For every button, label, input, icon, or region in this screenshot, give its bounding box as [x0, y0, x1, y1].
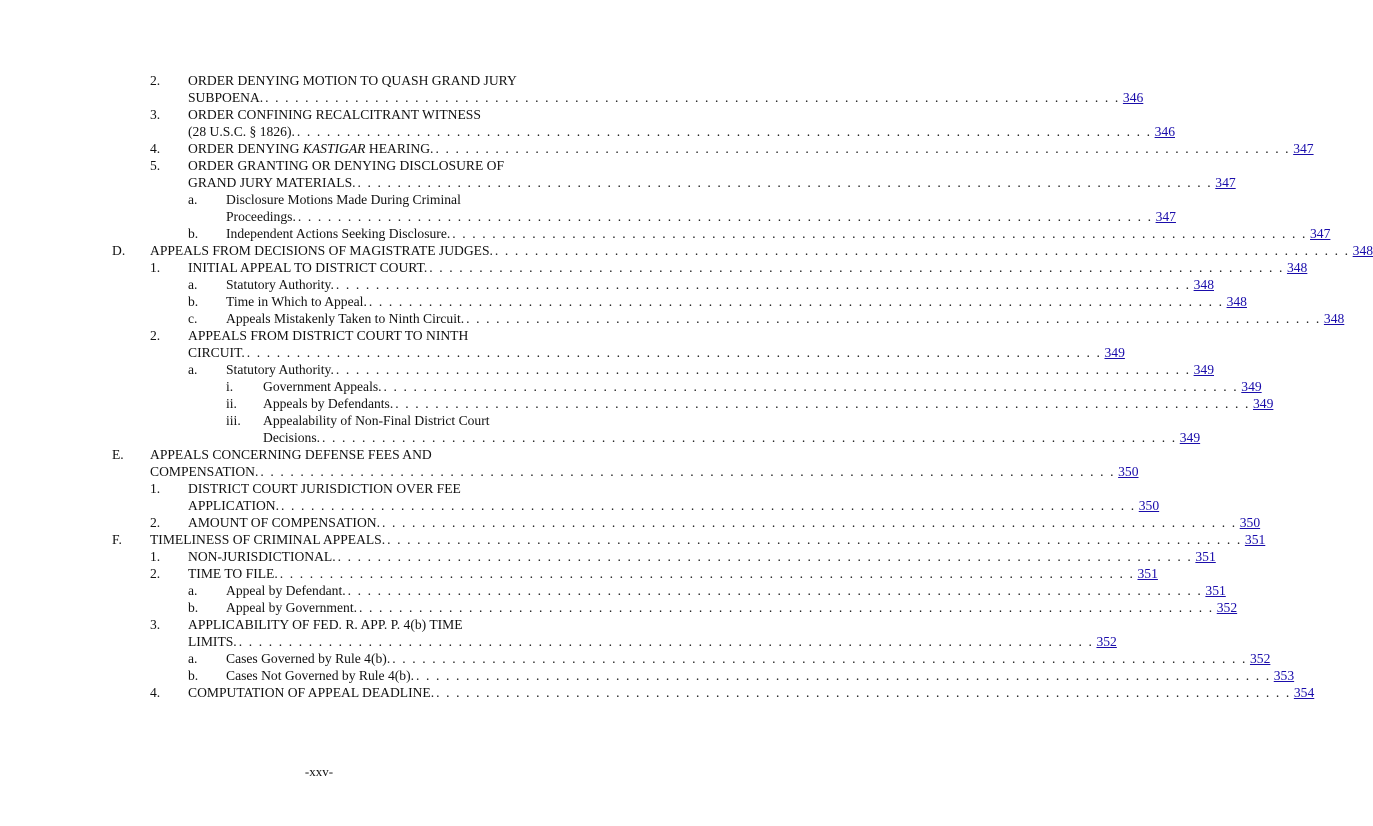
toc-entry-title: Decisions.	[263, 430, 321, 445]
toc-entry-number: 3.	[150, 107, 161, 122]
dot-leader: . . . . . . . . . . . . . . . . . . . . . . . . . . . . . . . . . . . . . . . . . . . . . . . . . . . . . . . . . . . . . . . . . . . . . . . . . . . . . . . . . . . . . .	[429, 260, 1284, 275]
dot-leader: . . . . . . . . . . . . . . . . . . . . . . . . . . . . . . . . . . . . . . . . . . . . . . . . . . . . . . . . . . . . . . . . . . . . . . . . . . . . . . . . . . . . . .	[452, 226, 1307, 241]
dot-leader: . . . . . . . . . . . . . . . . . . . . . . . . . . . . . . . . . . . . . . . . . . . . . . . . . . . . . . . . . . . . . . . . . . . . . . . . . . . . . . . . . . . . . .	[335, 277, 1191, 292]
toc-entry-number: 1.	[150, 481, 161, 496]
toc-entry	[0, 191, 1176, 225]
toc-entry-title: SUBPOENA.	[188, 90, 264, 105]
dot-leader: . . . . . . . . . . . . . . . . . . . . . . . . . . . . . . . . . . . . . . . . . . . . . . . . . . . . . . . . . . . . . . . . . . . . . . . . . . . . . . . . . . . . . .	[279, 566, 1135, 581]
toc-entry-number: D.	[112, 243, 126, 258]
page-number-link[interactable]: 351	[1195, 549, 1216, 564]
toc-entry	[0, 157, 1236, 191]
toc-entry-title: Independent Actions Seeking Disclosure.	[226, 226, 451, 241]
toc-entry	[0, 582, 1226, 599]
page-number-link[interactable]: 348	[1323, 311, 1345, 326]
toc-entry	[0, 378, 1262, 395]
page-number-link[interactable]: 346	[1154, 124, 1175, 139]
dot-leader: . . . . . . . . . . . . . . . . . . . . . . . . . . . . . . . . . . . . . . . . . . . . . . . . . . . . . . . . . . . . . . . . . . . . . . . . . . . . . . . . . . . . . .	[265, 90, 1120, 105]
toc-entry-number: a.	[188, 583, 198, 598]
page-number-link[interactable]: 350	[1239, 515, 1261, 530]
toc-entry	[0, 412, 1201, 446]
dot-leader: . . . . . . . . . . . . . . . . . . . . . . . . . . . . . . . . . . . . . . . . . . . . . . . . . . . . . . . . . . . . . . . . . . . . . . . . . . . . . . . . . . . . . .	[238, 634, 1094, 649]
dot-leader: . . . . . . . . . . . . . . . . . . . . . . . . . . . . . . . . . . . . . . . . . . . . . . . . . . . . . . . . . . . . . . . . . . . . . . . . . . . . . . . . . . . . . .	[337, 549, 1193, 564]
page-number-link[interactable]: 349	[1179, 430, 1201, 445]
toc-entry	[0, 293, 1247, 310]
toc-entry-number: b.	[188, 668, 199, 683]
toc-entry	[0, 259, 1308, 276]
toc-entry-title: Appeal by Government.	[226, 600, 357, 615]
toc-entry	[0, 327, 1125, 361]
toc-entry-title: Cases Not Governed by Rule 4(b).	[226, 668, 415, 683]
toc-entry	[0, 650, 1271, 667]
page-number-link[interactable]: 351	[1244, 532, 1266, 547]
toc-entry	[0, 140, 1314, 157]
toc-entry-number: E.	[112, 447, 124, 462]
toc-entry	[0, 565, 1158, 582]
toc-entry-title: Appeals by Defendants.	[263, 396, 394, 411]
toc-entry-title: Statutory Authority.	[226, 277, 334, 292]
toc-entry-title: APPLICABILITY OF FED. R. APP. P. 4(b) TIME	[188, 617, 463, 632]
page-number-link[interactable]: 346	[1122, 90, 1144, 105]
toc-entry	[0, 684, 1315, 701]
toc-entry	[0, 531, 1266, 548]
dot-leader: . . . . . . . . . . . . . . . . . . . . . . . . . . . . . . . . . . . . . . . . . . . . . . . . . . . . . . . . . . . . . . . . . . . . . . . . . . . . . . . . . . . . . .	[466, 311, 1321, 326]
toc-entry-title: TIME TO FILE.	[188, 566, 278, 581]
toc-entry-title: NON-JURISDICTIONAL.	[188, 549, 336, 564]
toc-entry	[0, 395, 1274, 412]
page-number-link[interactable]: 348	[1193, 277, 1214, 292]
page-number-link[interactable]: 353	[1273, 668, 1295, 683]
page-number-link[interactable]: 352	[1216, 600, 1238, 615]
toc-entry-number: 4.	[150, 141, 161, 156]
toc-entry-number: 4.	[150, 685, 161, 700]
toc-entry-title: APPEALS CONCERNING DEFENSE FEES AND	[150, 447, 432, 462]
dot-leader: . . . . . . . . . . . . . . . . . . . . . . . . . . . . . . . . . . . . . . . . . . . . . . . . . . . . . . . . . . . . . . . . . . . . . . . . . . . . . . . . . . . . . .	[347, 583, 1203, 598]
toc-entry-title: Government Appeals.	[263, 379, 382, 394]
dot-leader: . . . . . . . . . . . . . . . . . . . . . . . . . . . . . . . . . . . . . . . . . . . . . . . . . . . . . . . . . . . . . . . . . . . . . . . . . . . . . . . . . . . . . .	[297, 209, 1153, 224]
toc-entry-number: 2.	[150, 566, 161, 581]
toc-entry	[0, 72, 1144, 106]
dot-leader: . . . . . . . . . . . . . . . . . . . . . . . . . . . . . . . . . . . . . . . . . . . . . . . . . . . . . . . . . . . . . . . . . . . . . . . . . . . . . . . . . . . . . .	[381, 515, 1237, 530]
toc-entry	[0, 514, 1261, 531]
toc-entry-number: 1.	[150, 549, 161, 564]
dot-leader: . . . . . . . . . . . . . . . . . . . . . . . . . . . . . . . . . . . . . . . . . . . . . . . . . . . . . . . . . . . . . . . . . . . . . . . . . . . . . . . . . . . . . .	[281, 498, 1136, 513]
toc-entry	[0, 310, 1345, 327]
toc-entry	[0, 106, 1175, 140]
toc-entry-number: 2.	[150, 73, 161, 88]
page-number-link[interactable]: 347	[1155, 209, 1176, 224]
toc-entry-number: 5.	[150, 158, 161, 173]
toc-entry-title: Cases Governed by Rule 4(b).	[226, 651, 391, 666]
page-number-link[interactable]: 347	[1293, 141, 1314, 156]
toc-entry-title: ORDER DENYING MOTION TO QUASH GRAND JURY	[188, 73, 517, 88]
page-number-link[interactable]: 352	[1249, 651, 1271, 666]
dot-leader: . . . . . . . . . . . . . . . . . . . . . . . . . . . . . . . . . . . . . . . . . . . . . . . . . . . . . . . . . . . . . . . . . . . . . . . . . . . . . . . . . . . . . .	[296, 124, 1152, 139]
toc-entry-title: APPEALS FROM DECISIONS OF MAGISTRATE JUDGES.	[150, 243, 493, 258]
toc-entry-title: AMOUNT OF COMPENSATION.	[188, 515, 380, 530]
toc-entry-title: ORDER GRANTING OR DENYING DISCLOSURE OF	[188, 158, 505, 173]
dot-leader: . . . . . . . . . . . . . . . . . . . . . . . . . . . . . . . . . . . . . . . . . . . . . . . . . . . . . . . . . . . . . . . . . . . . . . . . . . . . . . . . . . . . . .	[435, 141, 1291, 156]
dot-leader: . . . . . . . . . . . . . . . . . . . . . . . . . . . . . . . . . . . . . . . . . . . . . . . . . . . . . . . . . . . . . . . . . . . . . . . . . . . . . . . . . . . . . .	[322, 430, 1177, 445]
toc-entry	[0, 599, 1238, 616]
toc-entry-title: Time in Which to Appeal.	[226, 294, 367, 309]
toc-entry-title: Appealability of Non-Final District Court	[263, 413, 490, 428]
toc-entry-number: a.	[188, 277, 198, 292]
page-number-link[interactable]: 348	[1226, 294, 1247, 309]
toc-entry-title: INITIAL APPEAL TO DISTRICT COURT.	[188, 260, 428, 275]
toc-entry-number: b.	[188, 226, 199, 241]
toc-entry-title: (28 U.S.C. § 1826).	[188, 124, 295, 139]
page-number-link[interactable]: 350	[1118, 464, 1139, 479]
toc-entry-title: COMPUTATION OF APPEAL DEADLINE.	[188, 685, 435, 700]
toc-entry	[0, 225, 1331, 242]
toc-entry	[0, 667, 1295, 684]
dot-leader: . . . . . . . . . . . . . . . . . . . . . . . . . . . . . . . . . . . . . . . . . . . . . . . . . . . . . . . . . . . . . . . . . . . . . . . . . . . . . . . . . . . . . .	[260, 464, 1116, 479]
toc-entry	[0, 446, 1139, 480]
toc-entry-number: b.	[188, 600, 199, 615]
dot-leader: . . . . . . . . . . . . . . . . . . . . . . . . . . . . . . . . . . . . . . . . . . . . . . . . . . . . . . . . . . . . . . . . . . . . . . . . . . . . . . . . . . . . . .	[383, 379, 1239, 394]
toc-entry-number: a.	[188, 651, 198, 666]
dot-leader: . . . . . . . . . . . . . . . . . . . . . . . . . . . . . . . . . . . . . . . . . . . . . . . . . . . . . . . . . . . . . . . . . . . . . . . . . . . . . . . . . . . . . .	[357, 175, 1213, 190]
toc-entry-number: 2.	[150, 515, 161, 530]
toc-entry-number: iii.	[226, 413, 241, 428]
toc-entry	[0, 276, 1214, 293]
page-number-link[interactable]: 349	[1252, 396, 1274, 411]
dot-leader: . . . . . . . . . . . . . . . . . . . . . . . . . . . . . . . . . . . . . . . . . . . . . . . . . . . . . . . . . . . . . . . . . . . . . . . . . . . . . . . . . . . . . .	[494, 243, 1350, 258]
toc-entry-number: b.	[188, 294, 199, 309]
dot-leader: . . . . . . . . . . . . . . . . . . . . . . . . . . . . . . . . . . . . . . . . . . . . . . . . . . . . . . . . . . . . . . . . . . . . . . . . . . . . . . . . . . . . . .	[359, 600, 1214, 615]
page-number-link[interactable]: 348	[1286, 260, 1308, 275]
page-number-link[interactable]: 352	[1096, 634, 1117, 649]
page-number-link[interactable]: 351	[1205, 583, 1226, 598]
page-number-link[interactable]: 348	[1352, 243, 1373, 258]
toc-entry-number: ii.	[226, 396, 237, 411]
dot-leader: . . . . . . . . . . . . . . . . . . . . . . . . . . . . . . . . . . . . . . . . . . . . . . . . . . . . . . . . . . . . . . . . . . . . . . . . . . . . . . . . . . . . . .	[416, 668, 1271, 683]
page-number-link[interactable]: 350	[1138, 498, 1160, 513]
toc-entry-number: i.	[226, 379, 234, 394]
toc-entry-title: ORDER DENYING KASTIGAR HEARING.	[188, 141, 434, 156]
toc-entry-title: Appeals Mistakenly Taken to Ninth Circuit.	[226, 311, 465, 326]
toc-entry-title: APPEALS FROM DISTRICT COURT TO NINTH	[188, 328, 469, 343]
toc-entry	[0, 361, 1214, 378]
page-number-link[interactable]: 351	[1137, 566, 1158, 581]
toc-entry-title: ORDER CONFINING RECALCITRANT WITNESS	[188, 107, 481, 122]
page-number-link[interactable]: 354	[1293, 685, 1315, 700]
page-number-link[interactable]: 349	[1193, 362, 1214, 377]
toc-entry-title: Statutory Authority.	[226, 362, 334, 377]
dot-leader: . . . . . . . . . . . . . . . . . . . . . . . . . . . . . . . . . . . . . . . . . . . . . . . . . . . . . . . . . . . . . . . . . . . . . . . . . . . . . . . . . . . . . .	[335, 362, 1191, 377]
toc-entry-number: a.	[188, 362, 198, 377]
dot-leader: . . . . . . . . . . . . . . . . . . . . . . . . . . . . . . . . . . . . . . . . . . . . . . . . . . . . . . . . . . . . . . . . . . . . . . . . . . . . . . . . . . . . . .	[436, 685, 1291, 700]
page-number-footer: -xxv-	[304, 764, 334, 779]
toc-entry-title: CIRCUIT.	[188, 345, 245, 360]
toc-entry	[0, 616, 1117, 650]
toc-entry-title: LIMITS.	[188, 634, 237, 649]
toc-entry-title: DISTRICT COURT JURISDICTION OVER FEE	[188, 481, 461, 496]
toc-entry	[0, 242, 1373, 259]
toc-entry-number: 2.	[150, 328, 161, 343]
dot-leader: . . . . . . . . . . . . . . . . . . . . . . . . . . . . . . . . . . . . . . . . . . . . . . . . . . . . . . . . . . . . . . . . . . . . . . . . . . . . . . . . . . . . . .	[246, 345, 1102, 360]
toc-entry	[0, 548, 1216, 565]
page-number-link[interactable]: 349	[1104, 345, 1125, 360]
toc-entry-title: COMPENSATION.	[150, 464, 259, 479]
toc-entry-title: Disclosure Motions Made During Criminal	[226, 192, 461, 207]
page-number-link[interactable]: 349	[1241, 379, 1262, 394]
toc-entry-number: a.	[188, 192, 198, 207]
dot-leader: . . . . . . . . . . . . . . . . . . . . . . . . . . . . . . . . . . . . . . . . . . . . . . . . . . . . . . . . . . . . . . . . . . . . . . . . . . . . . . . . . . . . . .	[392, 651, 1247, 666]
toc-entry-title: GRAND JURY MATERIALS.	[188, 175, 356, 190]
dot-leader: . . . . . . . . . . . . . . . . . . . . . . . . . . . . . . . . . . . . . . . . . . . . . . . . . . . . . . . . . . . . . . . . . . . . . . . . . . . . . . . . . . . . . .	[395, 396, 1250, 411]
toc-entry-number: F.	[112, 532, 122, 547]
dot-leader: . . . . . . . . . . . . . . . . . . . . . . . . . . . . . . . . . . . . . . . . . . . . . . . . . . . . . . . . . . . . . . . . . . . . . . . . . . . . . . . . . . . . . .	[368, 294, 1224, 309]
toc-entry-title: TIMELINESS OF CRIMINAL APPEALS.	[150, 532, 386, 547]
page-number-link[interactable]: 347	[1310, 226, 1331, 241]
toc-entry-number: c.	[188, 311, 198, 326]
dot-leader: . . . . . . . . . . . . . . . . . . . . . . . . . . . . . . . . . . . . . . . . . . . . . . . . . . . . . . . . . . . . . . . . . . . . . . . . . . . . . . . . . . . . . .	[387, 532, 1242, 547]
toc-entry-title: Appeal by Defendant.	[226, 583, 346, 598]
toc-entry-number: 3.	[150, 617, 161, 632]
toc-entry-number: 1.	[150, 260, 161, 275]
table-of-contents	[0, 72, 1373, 701]
toc-entry	[0, 480, 1160, 514]
toc-entry-title: Proceedings.	[226, 209, 296, 224]
toc-entry-title: APPLICATION.	[188, 498, 280, 513]
page-number-link[interactable]: 347	[1215, 175, 1236, 190]
